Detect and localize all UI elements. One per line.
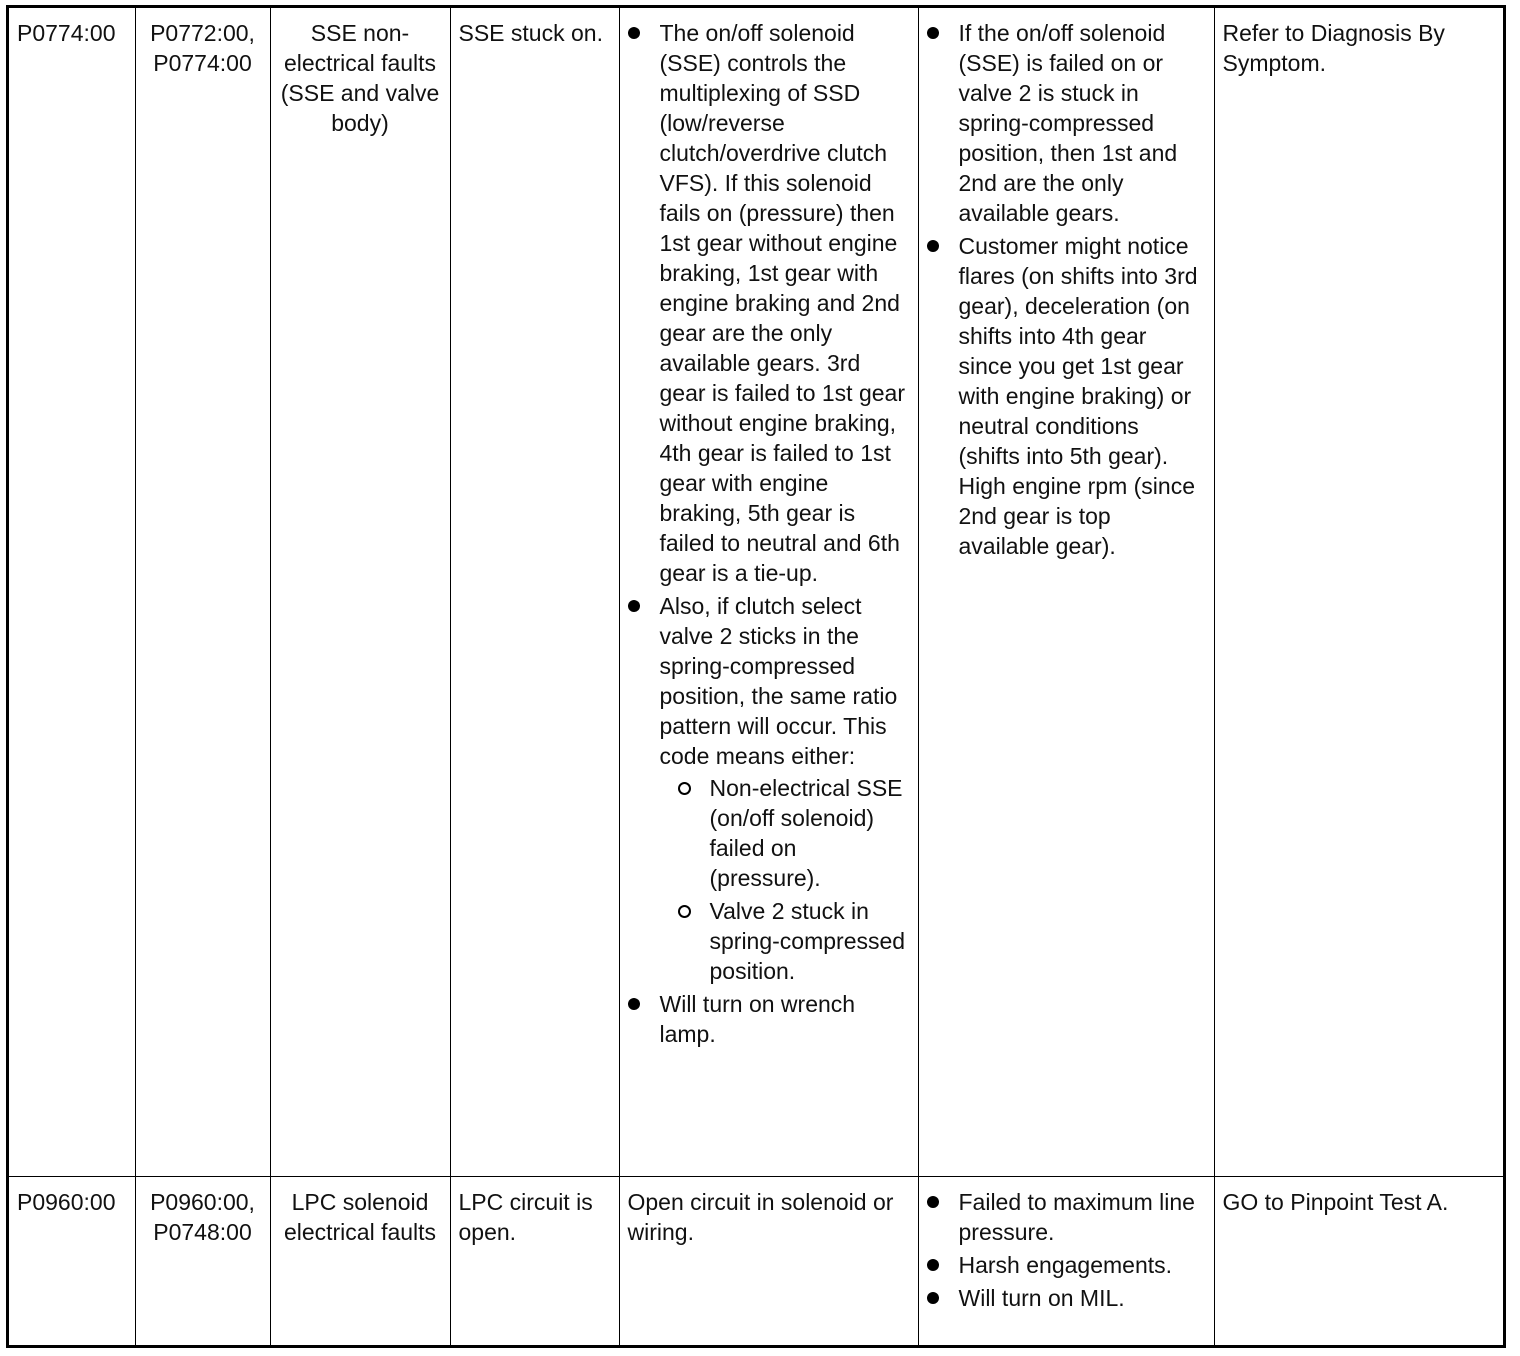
- list-item: [628, 989, 910, 1049]
- list-item-text: Customer might notice flares (on shifts into 3rd gear), deceleration (on shifts into 4th gear since you get 1st gear with engine braking) or neutral conditions (shifts into 5th gear). High engine rpm (since 2nd gear is top available gear).: [958, 233, 1198, 559]
- cause-list: [628, 18, 910, 1049]
- list-item-text: Non-electrical SSE (on/off solenoid) failed on (pressure).: [709, 775, 903, 891]
- dtc-condition: SSE stuck on.: [458, 20, 603, 46]
- bullet-icon: [927, 1292, 939, 1304]
- list-item-text: If the on/off solenoid (SSE) is failed on or valve 2 is stuck in spring-compressed position, then 1st and 2nd are the only available gears.: [958, 20, 1178, 226]
- action-cell: [1214, 1176, 1503, 1345]
- sub-list: [660, 773, 910, 986]
- bullet-icon: [628, 600, 640, 612]
- cause-cell: [619, 1176, 918, 1345]
- bullet-icon: [927, 1259, 939, 1271]
- list-item: [628, 18, 910, 588]
- hollow-bullet-icon: [678, 905, 691, 918]
- dtc-table-frame: [6, 5, 1506, 1348]
- description-cell: [270, 1176, 450, 1345]
- table-row: [9, 8, 1503, 1176]
- bullet-icon: [628, 998, 640, 1010]
- list-item: [628, 591, 910, 986]
- bullet-icon: [927, 27, 939, 39]
- list-item: [927, 1250, 1206, 1280]
- bullet-icon: [628, 27, 640, 39]
- symptom-list: [927, 18, 1206, 561]
- cause-cell: [619, 8, 918, 1176]
- sub-list-item: [678, 773, 910, 893]
- list-item-text: Will turn on MIL.: [958, 1284, 1125, 1311]
- description-cell: [270, 8, 450, 1176]
- dtc-table: [9, 8, 1503, 1345]
- sub-list-item: [678, 896, 910, 986]
- dtc-code-cell: [9, 1176, 135, 1345]
- bullet-icon: [927, 240, 939, 252]
- related-code: P0774:00: [153, 50, 252, 76]
- hollow-bullet-icon: [678, 782, 691, 795]
- bullet-icon: [927, 1196, 939, 1208]
- list-item-text: Valve 2 stuck in spring-compressed position.: [709, 898, 906, 984]
- condition-cell: [450, 8, 619, 1176]
- list-item-text: Will turn on wrench lamp.: [659, 991, 856, 1047]
- list-item-text: Harsh engagements.: [958, 1251, 1173, 1278]
- symptom-list: [927, 1187, 1206, 1313]
- dtc-description: LPC solenoid electrical faults: [283, 1188, 437, 1245]
- dtc-cause: Open circuit in solenoid or wiring.: [627, 1188, 894, 1245]
- dtc-code: P0960:00: [17, 1188, 116, 1215]
- list-item: [927, 1187, 1206, 1247]
- list-item-text: Failed to maximum line pressure.: [958, 1188, 1195, 1245]
- dtc-code: P0774:00: [17, 20, 116, 46]
- list-item: [927, 1283, 1206, 1313]
- list-item-text: Also, if clutch select valve 2 sticks in the spring-compressed position, the same ratio pattern will occur. This code means either:: [659, 593, 898, 769]
- dtc-action: GO to Pinpoint Test A.: [1222, 1188, 1449, 1215]
- list-item: [927, 231, 1206, 561]
- symptom-cell: [918, 8, 1214, 1176]
- related-code: P0960:00,: [150, 1188, 255, 1215]
- dtc-description: SSE non-electrical faults (SSE and valve body): [280, 20, 440, 136]
- dtc-action: Refer to Diagnosis By Symptom.: [1222, 20, 1445, 76]
- list-item: [927, 18, 1206, 228]
- related-codes-cell: [135, 1176, 270, 1345]
- related-code: P0772:00,: [150, 20, 255, 46]
- list-item-text: The on/off solenoid (SSE) controls the multiplexing of SSD (low/reverse clutch/overdrive clutch VFS). If this solenoid fails on (pressure) then 1st gear without engine braking, 1st gear with engine braking and 2nd gear are the only available gears. 3rd gear is failed to 1st gear without engine braking, 4th gear is failed to 1st gear with engine braking, 5th gear is failed to neutral and 6th gear is a tie-up.: [659, 20, 905, 586]
- condition-cell: [450, 1176, 619, 1345]
- related-codes-cell: [135, 8, 270, 1176]
- action-cell: [1214, 8, 1503, 1176]
- dtc-condition: LPC circuit is open.: [458, 1188, 593, 1245]
- related-code: P0748:00: [153, 1218, 252, 1245]
- symptom-cell: [918, 1176, 1214, 1345]
- dtc-code-cell: [9, 8, 135, 1176]
- table-row: [9, 1176, 1503, 1345]
